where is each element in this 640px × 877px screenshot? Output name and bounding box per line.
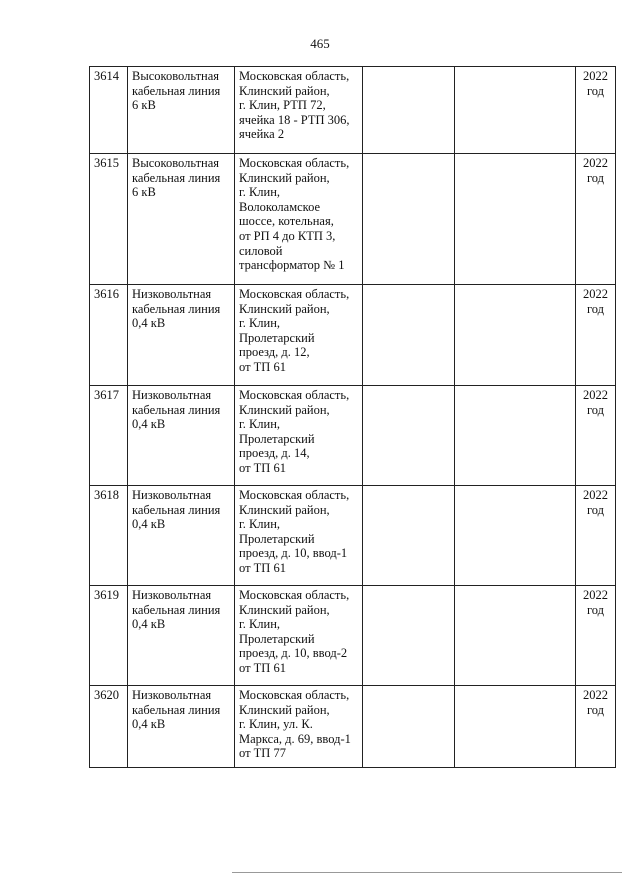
empty-cell — [455, 486, 576, 586]
empty-cell — [363, 686, 455, 768]
row-number: 3614 — [90, 67, 128, 154]
row-number: 3615 — [90, 154, 128, 285]
empty-cell — [363, 67, 455, 154]
empty-cell — [455, 154, 576, 285]
year-cell: 2022 год — [576, 386, 616, 486]
year-cell: 2022 год — [576, 686, 616, 768]
object-address: Московская область, Клинский район, г. Клин, Пролетарский проезд, д. 14, от ТП 61 — [235, 386, 363, 486]
object-name: Низковольтная кабельная линия 0,4 кВ — [128, 486, 235, 586]
empty-cell — [455, 686, 576, 768]
object-name: Низковольтная кабельная линия 0,4 кВ — [128, 386, 235, 486]
object-name: Высоковольтная кабельная линия 6 кВ — [128, 154, 235, 285]
object-name: Высоковольтная кабельная линия 6 кВ — [128, 67, 235, 154]
year-cell: 2022 год — [576, 486, 616, 586]
empty-cell — [455, 285, 576, 386]
row-number: 3618 — [90, 486, 128, 586]
registry-table — [89, 66, 616, 768]
table-row — [90, 67, 616, 154]
row-number: 3616 — [90, 285, 128, 386]
object-address: Московская область, Клинский район, г. Клин, РТП 72, ячейка 18 - РТП 306, ячейка 2 — [235, 67, 363, 154]
row-number: 3620 — [90, 686, 128, 768]
object-name: Низковольтная кабельная линия 0,4 кВ — [128, 285, 235, 386]
empty-cell — [363, 386, 455, 486]
year-cell: 2022 год — [576, 154, 616, 285]
row-number: 3619 — [90, 586, 128, 686]
page-number: 465 — [310, 36, 330, 51]
table-row — [90, 686, 616, 768]
year-cell: 2022 год — [576, 67, 616, 154]
object-name: Низковольтная кабельная линия 0,4 кВ — [128, 686, 235, 768]
object-address: Московская область, Клинский район, г. Клин, Волоколамское шоссе, котельная, от РП 4 до КТП 3, силовой трансформатор № 1 — [235, 154, 363, 285]
table-row — [90, 154, 616, 285]
object-address: Московская область, Клинский район, г. Клин, Пролетарский проезд, д. 10, ввод-1 от ТП 61 — [235, 486, 363, 586]
empty-cell — [455, 386, 576, 486]
bottom-rule — [232, 872, 622, 873]
year-cell: 2022 год — [576, 586, 616, 686]
empty-cell — [455, 586, 576, 686]
empty-cell — [363, 154, 455, 285]
table-row — [90, 486, 616, 586]
table-row — [90, 386, 616, 486]
row-number: 3617 — [90, 386, 128, 486]
year-cell: 2022 год — [576, 285, 616, 386]
object-name: Низковольтная кабельная линия 0,4 кВ — [128, 586, 235, 686]
registry-table-body — [90, 67, 616, 768]
empty-cell — [455, 67, 576, 154]
empty-cell — [363, 285, 455, 386]
table-row — [90, 285, 616, 386]
table-row — [90, 586, 616, 686]
object-address: Московская область, Клинский район, г. Клин, Пролетарский проезд, д. 10, ввод-2 от ТП 61 — [235, 586, 363, 686]
empty-cell — [363, 586, 455, 686]
object-address: Московская область, Клинский район, г. Клин, ул. К. Маркса, д. 69, ввод-1 от ТП 77 — [235, 686, 363, 768]
object-address: Московская область, Клинский район, г. Клин, Пролетарский проезд, д. 12, от ТП 61 — [235, 285, 363, 386]
empty-cell — [363, 486, 455, 586]
